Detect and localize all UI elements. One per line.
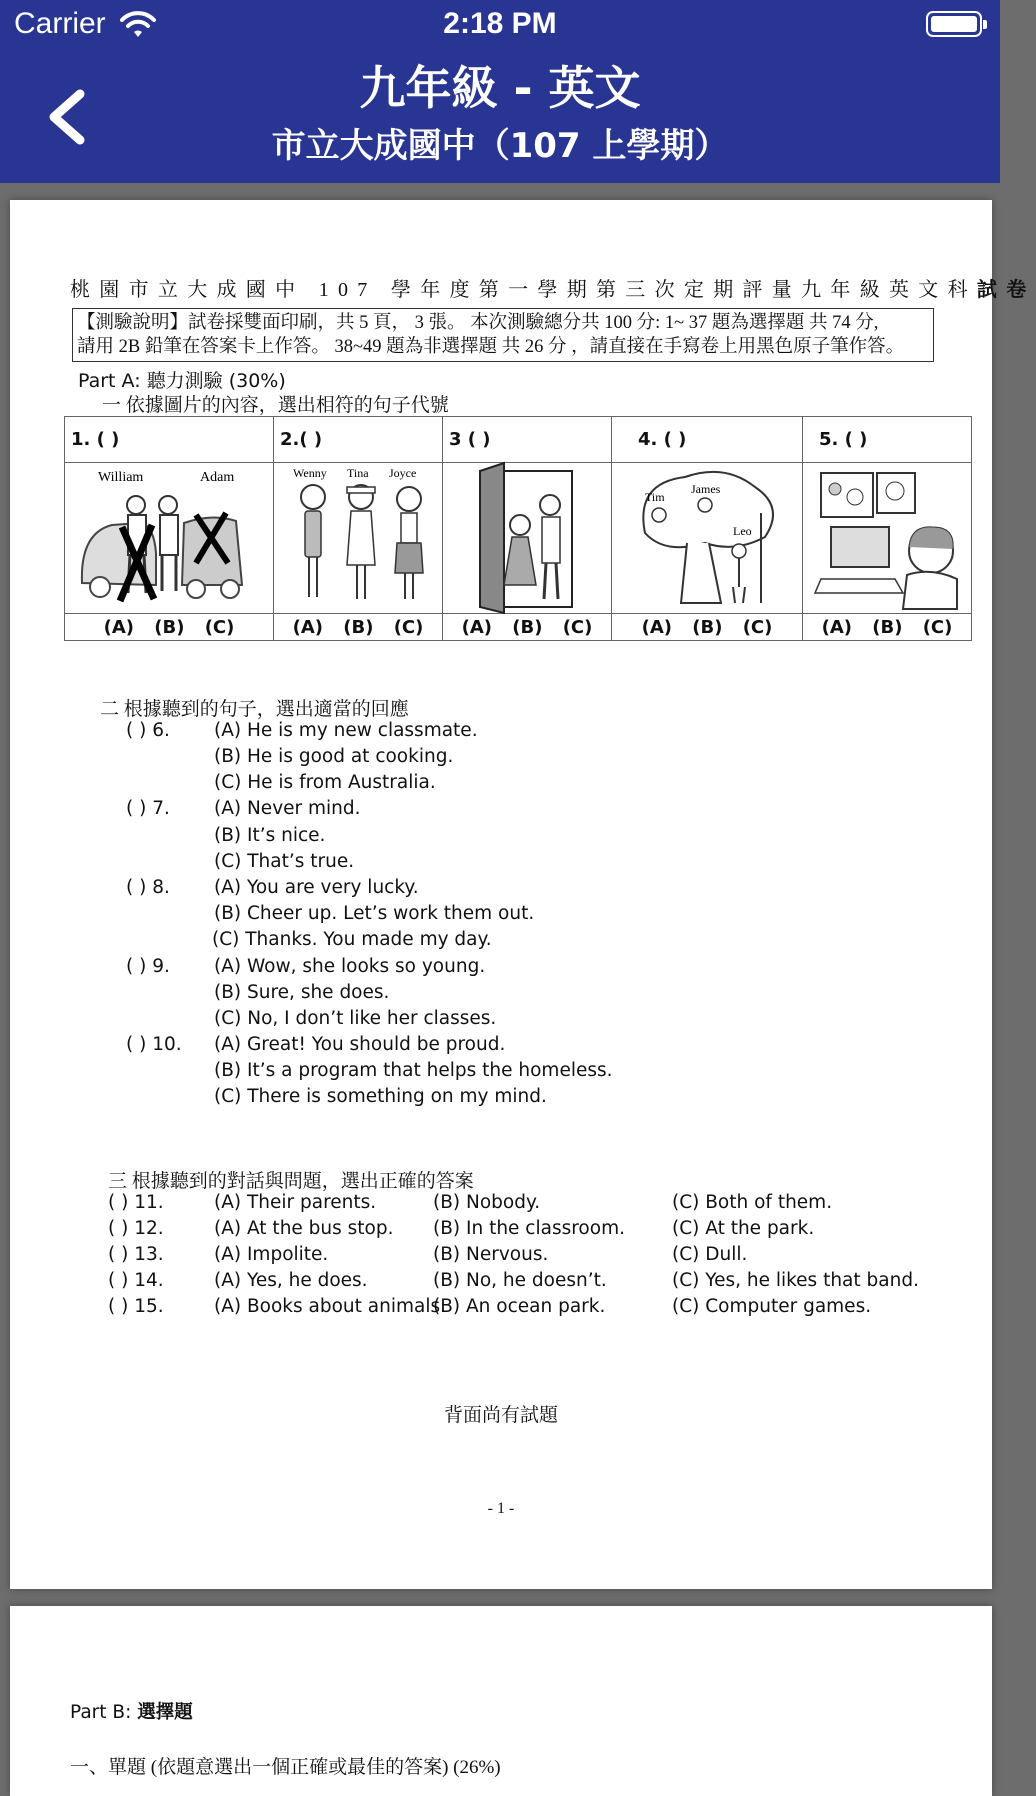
question-12-option-c: (C) At the park. bbox=[672, 1218, 815, 1239]
question-9-option-c: (C) No, I don’t like her classes. bbox=[214, 1008, 497, 1029]
question-9-option-b: (B) Sure, she does. bbox=[214, 982, 390, 1003]
question-12-option-b: (B) In the classroom. bbox=[433, 1218, 625, 1239]
car-picture bbox=[72, 463, 266, 613]
picture-q5-choices: (A) (B) (C) bbox=[803, 614, 972, 641]
question-9-option-a: (A) Wow, she looks so young. bbox=[214, 956, 486, 977]
page-2-section-1-title: 一、單題 (依題意選出一個正確或最佳的答案) (26%) bbox=[70, 1757, 501, 1778]
label-william: William bbox=[98, 470, 144, 485]
picture-question-2-header: 2.( ) bbox=[274, 417, 443, 463]
question-6-option-a: (A) He is my new classmate. bbox=[214, 720, 478, 741]
part-b-title bbox=[70, 1698, 193, 1724]
question-7-option-b: (B) It’s nice. bbox=[214, 825, 326, 846]
picture-q5-cell bbox=[803, 463, 972, 614]
status-time: 2:18 PM bbox=[443, 7, 557, 40]
document-page-2 bbox=[10, 1606, 992, 1796]
question-15-option-a: (A) Books about animals. bbox=[214, 1296, 447, 1317]
question-10-number: ( ) 10. bbox=[126, 1034, 182, 1055]
picture-q2-cell bbox=[274, 463, 443, 614]
question-7-option-a: (A) Never mind. bbox=[214, 798, 361, 819]
label-tim: Tim bbox=[645, 490, 665, 504]
question-9-number: ( ) 9. bbox=[126, 956, 170, 977]
picture-question-1-header: 1. ( ) bbox=[65, 417, 274, 463]
nav-subtitle: 市立大成國中（107 上學期） bbox=[271, 126, 729, 166]
picture-question-4-header: 4. ( ) bbox=[612, 417, 803, 463]
carrier-label: Carrier bbox=[14, 7, 106, 40]
section-2-title: 二 根據聽到的句子，選出適當的回應 bbox=[100, 699, 409, 720]
picture-q1-choices: (A) (B) (C) bbox=[65, 614, 274, 641]
question-7-number: ( ) 7. bbox=[126, 798, 170, 819]
nav-title: 九年級 - 英文 bbox=[359, 61, 641, 115]
document-page-1 bbox=[10, 200, 1036, 1589]
picture-q4-choices: (A) (B) (C) bbox=[612, 614, 803, 641]
question-8-option-c: (C) Thanks. You made my day. bbox=[212, 929, 492, 950]
question-15-option-b: (B) An ocean park. bbox=[433, 1296, 606, 1317]
picture-question-5-header: 5. ( ) bbox=[803, 417, 972, 463]
picture-q3-choices: (A) (B) (C) bbox=[443, 614, 612, 641]
question-15-number: ( ) 15. bbox=[108, 1296, 164, 1317]
label-joyce: Joyce bbox=[389, 466, 417, 480]
instructions-line-1: 【測驗說明】試卷採雙面印刷，共 5 頁， 3 張。 本次測驗總分共 100 分: 1~ 37 題為選擇題 共 74 分, bbox=[77, 313, 879, 333]
question-11-number: ( ) 11. bbox=[108, 1192, 164, 1213]
question-14-option-b: (B) No, he doesn’t. bbox=[433, 1270, 607, 1291]
label-leo: Leo bbox=[733, 524, 752, 538]
door-picture bbox=[446, 463, 608, 613]
three-girls-picture bbox=[277, 463, 439, 613]
instructions-line-2: 請用 2B 鉛筆在答案卡上作答。 38~49 題為非選擇題 共 26 分 ，請直接在手寫卷上用黑色原子筆作答。 bbox=[77, 337, 905, 357]
question-10-option-a: (A) Great! You should be proud. bbox=[214, 1034, 506, 1055]
question-12-number: ( ) 12. bbox=[108, 1218, 164, 1239]
question-14-option-a: (A) Yes, he does. bbox=[214, 1270, 368, 1291]
picture-q2-choices: (A) (B) (C) bbox=[274, 614, 443, 641]
exam-heading-bold: 試卷 bbox=[976, 279, 1036, 301]
picture-question-table bbox=[64, 416, 972, 641]
part-a-title: Part A: 聽力測驗 (30%) bbox=[78, 370, 286, 392]
question-11-option-c: (C) Both of them. bbox=[672, 1192, 833, 1213]
battery-icon bbox=[926, 11, 982, 37]
question-6-number: ( ) 6. bbox=[126, 720, 170, 741]
question-8-option-b: (B) Cheer up. Let’s work them out. bbox=[214, 903, 535, 924]
question-11-option-a: (A) Their parents. bbox=[214, 1192, 377, 1213]
part-b-bold: 選擇題 bbox=[137, 1702, 193, 1723]
question-13-number: ( ) 13. bbox=[108, 1244, 164, 1265]
question-13-option-c: (C) Dull. bbox=[672, 1244, 748, 1265]
label-tina: Tina bbox=[347, 466, 369, 480]
exam-heading-text: 桃園市立大成國中 107 學年度第一學期第三次定期評量九年級英文科 bbox=[70, 279, 977, 301]
label-adam: Adam bbox=[200, 470, 235, 485]
question-11-option-b: (B) Nobody. bbox=[433, 1192, 541, 1213]
picture-question-3-header: 3 ( ) bbox=[443, 417, 612, 463]
test-instructions-box bbox=[72, 308, 934, 362]
label-wenny: Wenny bbox=[293, 466, 327, 480]
computer-picture bbox=[811, 463, 963, 613]
exam-heading bbox=[70, 273, 1036, 302]
picture-q1-cell bbox=[65, 463, 274, 614]
question-15-option-c: (C) Computer games. bbox=[672, 1296, 872, 1317]
picture-q3-cell bbox=[443, 463, 612, 614]
question-10-option-c: (C) There is something on my mind. bbox=[214, 1086, 547, 1107]
question-14-number: ( ) 14. bbox=[108, 1270, 164, 1291]
section-1-title: 一 依據圖片的內容，選出相符的句子代號 bbox=[102, 395, 449, 416]
question-8-number: ( ) 8. bbox=[126, 877, 170, 898]
section-3-title: 三 根據聽到的對話與問題，選出正確的答案 bbox=[108, 1171, 474, 1192]
page-number: - 1 - bbox=[487, 1500, 515, 1517]
question-10-option-b: (B) It’s a program that helps the homeless. bbox=[214, 1060, 613, 1081]
label-james: James bbox=[691, 482, 721, 496]
picture-q4-cell bbox=[612, 463, 803, 614]
navigation-bar bbox=[0, 0, 1000, 183]
question-7-option-c: (C) That’s true. bbox=[214, 851, 355, 872]
question-6-option-c: (C) He is from Australia. bbox=[214, 772, 436, 793]
status-bar bbox=[0, 0, 1000, 50]
question-12-option-a: (A) At the bus stop. bbox=[214, 1218, 394, 1239]
back-page-note: 背面尚有試題 bbox=[443, 1405, 558, 1426]
question-13-option-b: (B) Nervous. bbox=[433, 1244, 549, 1265]
question-13-option-a: (A) Impolite. bbox=[214, 1244, 329, 1265]
question-14-option-c: (C) Yes, he likes that band. bbox=[672, 1270, 919, 1291]
question-8-option-a: (A) You are very lucky. bbox=[214, 877, 419, 898]
part-b-prefix: Part B: bbox=[70, 1702, 138, 1723]
tree-picture bbox=[625, 463, 789, 613]
question-6-option-b: (B) He is good at cooking. bbox=[214, 746, 454, 767]
